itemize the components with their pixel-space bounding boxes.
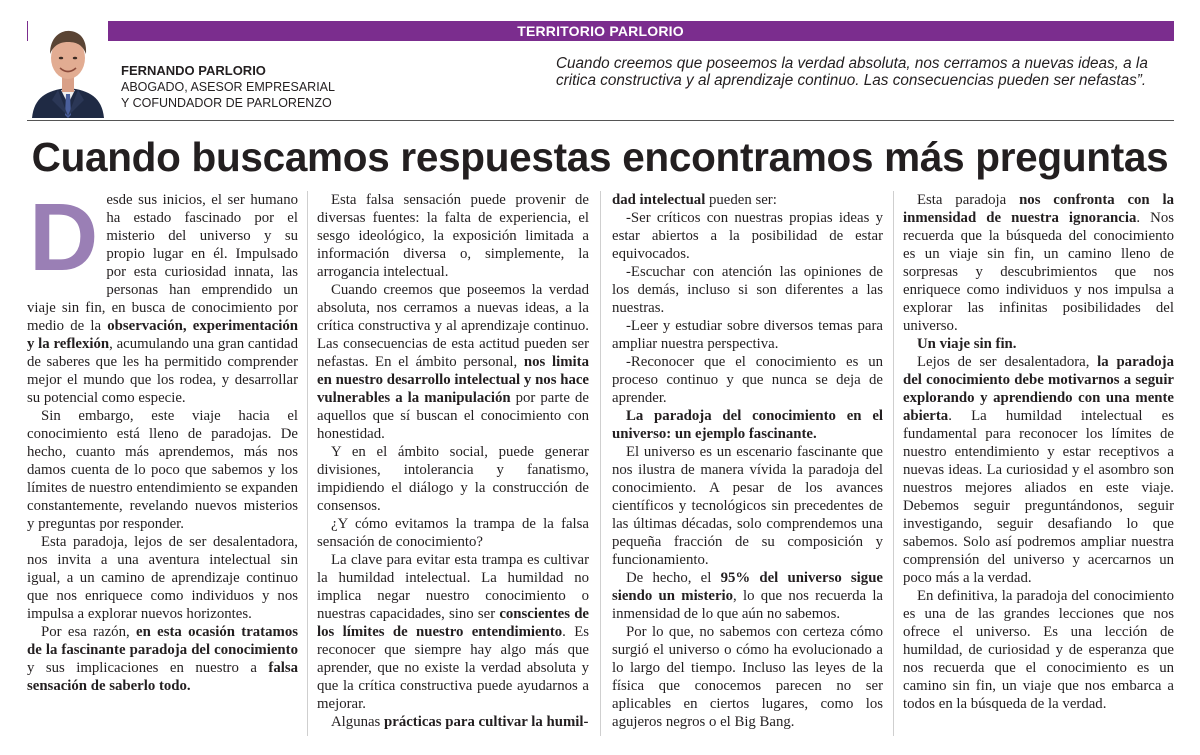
article-headline: Cuando buscamos respuestas encontramos más preguntas [31,134,1169,180]
paragraph: Cuando creemos que poseemos la verdad absoluta, nos cerramos a nuevas ideas, a la crítica constructiva y al aprendizaje continuo. Las consecuencias de esta actitud pueden ser nefastas. En el ámbito personal, nos limita en nuestro desarrollo intelectual y nos hace vulnerables a la manipulación por parte de aquellos que sí buscan el conocimiento con honestidad. [317,282,589,442]
article-column-1 [27,184,299,695]
article-column-3 [612,191,883,731]
pull-quote: Cuando creemos que poseemos la verdad absoluta, nos cerramos a nuevas ideas, a la critica constructiva y al aprendizaje continuo. Las consecuencias pueden ser nefastas”. [556,55,1148,89]
paragraph: dad intelectual pueden ser: [612,192,777,208]
paragraph: La clave para evitar esta trampa es cultivar la humildad intelectual. La humildad no implica negar nuestro conocimiento o nuestras capacidades, sino ser conscientes de los límites de nuestro entendimiento. Es reconocer que siempre hay algo más que aprender, que no existe la verdad absoluta y que la crítica constructiva puede ayudarnos a mejorar. [317,552,589,712]
column-divider [893,191,894,736]
paragraph: Algunas prácticas para cultivar la humil- [331,714,589,730]
paragraph: Desde sus inicios, el ser humano ha estado fascinado por el misterio del universo y su propio lugar en él. Impulsado por esta curiosidad innata, las personas han emprendido un viaje sin fin, en busca de conocimiento por medio de la observación, experimentación y la reflexión, acumulando una gran cantidad de saberes que les ha permitido comprender mejor el mundo que los rodea, y desarrollar su potencial como especie. [27,184,299,406]
list-item: -Leer y estudiar sobre diversos temas para ampliar nuestra perspectiva. [612,318,883,352]
author-role-line-1: ABOGADO, ASESOR EMPRESARIAL [121,80,335,94]
paragraph: Esta falsa sensación puede provenir de diversas fuentes: la falta de experiencia, el sesgo ideológico, la exposición limitada a información diversa o, simplemente, la arrogancia intelectual. [317,192,589,280]
paragraph: Sin embargo, este viaje hacia el conocimiento está lleno de paradojas. De hecho, cuanto más aprendemos, más nos damos cuenta de lo poco que sabemos y los límites de nuestro entendimiento se expanden constantemente, revelando nuevos misterios y preguntas por responder. [27,408,298,532]
author-role-line-2: Y COFUNDADOR DE PARLORENZO [121,96,332,110]
header-divider [27,120,1174,121]
list-item: -Ser críticos con nuestras propias ideas y estar abiertos a la posibilidad de estar equivocados. [612,210,883,262]
paragraph: ¿Y cómo evitamos la trampa de la falsa sensación de conocimiento? [317,516,589,550]
paragraph: Lejos de ser desalentadora, la paradoja del conocimiento debe motivarnos a seguir explorando y aprendiendo con una mente abierta. La humildad intelectual es fundamental para reconocer los límites de nuestro entendimiento y estar receptivos a nuevas ideas. La curiosidad y el asombro son nuestros mejores aliados en este viaje. Debemos seguir preguntándonos, seguir investigando, seguir desafiando lo que sabemos. Solo así podremos ampliar nuestra comprensión del universo y acercarnos un poco más a la verdad. [903,354,1174,586]
paragraph: Y en el ámbito social, puede generar divisiones, intolerancia y fanatismo, impidiendo el diálogo y la construcción de consensos. [317,444,589,514]
paragraph: Por lo que, no sabemos con certeza cómo surgió el universo o cómo ha evolucionado a lo largo del tiempo. Incluso las leyes de la física que conocemos parecen no ser aplicables en ciertos lugares, como los agujeros negros o el Big Bang. [612,624,883,730]
column-divider [307,191,308,736]
article-column-2 [317,191,589,731]
author-photo [28,20,108,118]
paragraph: El universo es un escenario fascinante que nos ilustra de manera vívida la paradoja del conocimiento. A pesar de los avances científicos y tecnológicos sin precedentes de las últimas décadas, solo comprendemos una pequeña fracción de su composición y funcionamiento. [612,444,883,568]
author-name: FERNANDO PARLORIO [121,63,266,78]
section-header: TERRITORIO PARLORIO [27,21,1174,41]
list-item: -Reconocer que el conocimiento es un proceso continuo y que nunca se deja de aprender. [612,354,883,406]
article-column-4 [903,191,1174,713]
list-item: -Escuchar con atención las opiniones de los demás, incluso si son diferentes a las nuestras. [612,264,883,316]
paragraph: Por esa razón, en esta ocasión tratamos de la fascinante paradoja del conocimiento y sus implicaciones en nuestro a falsa sensación de saberlo todo. [27,624,298,694]
subheading: La paradoja del conocimiento en el universo: un ejemplo fascinante. [612,408,883,442]
paragraph: Esta paradoja, lejos de ser desalentadora, nos invita a una aventura intelectual sin igual, a un camino de aprendizaje continuo que nos enriquece como individuos y nos impulsa a explorar nuevos horizontes. [27,534,298,622]
paragraph: Esta paradoja nos confronta con la inmensidad de nuestra ignorancia. Nos recuerda que la búsqueda del conocimiento es un viaje sin fin, un camino lleno de sorpresas y descubrimientos que nos enriquece como individuos y nos impulsa a explorar las infinitas posibilidades del universo. [903,192,1174,334]
subheading: Un viaje sin fin. [917,336,1017,352]
column-divider [600,191,601,736]
drop-cap: D [29,184,99,291]
paragraph: De hecho, el 95% del universo sigue siendo un misterio, lo que nos recuerda la inmensidad de lo que aún no sabemos. [612,570,884,622]
paragraph: En definitiva, la paradoja del conocimiento es una de las grandes lecciones que nos ofrece el universo. Es una lección de humildad, de curiosidad y de esperanza que nos recuerda que el conocimiento es un camino sin fin, un viaje que nos embarca a todos en la búsqueda de la verdad. [903,588,1174,712]
